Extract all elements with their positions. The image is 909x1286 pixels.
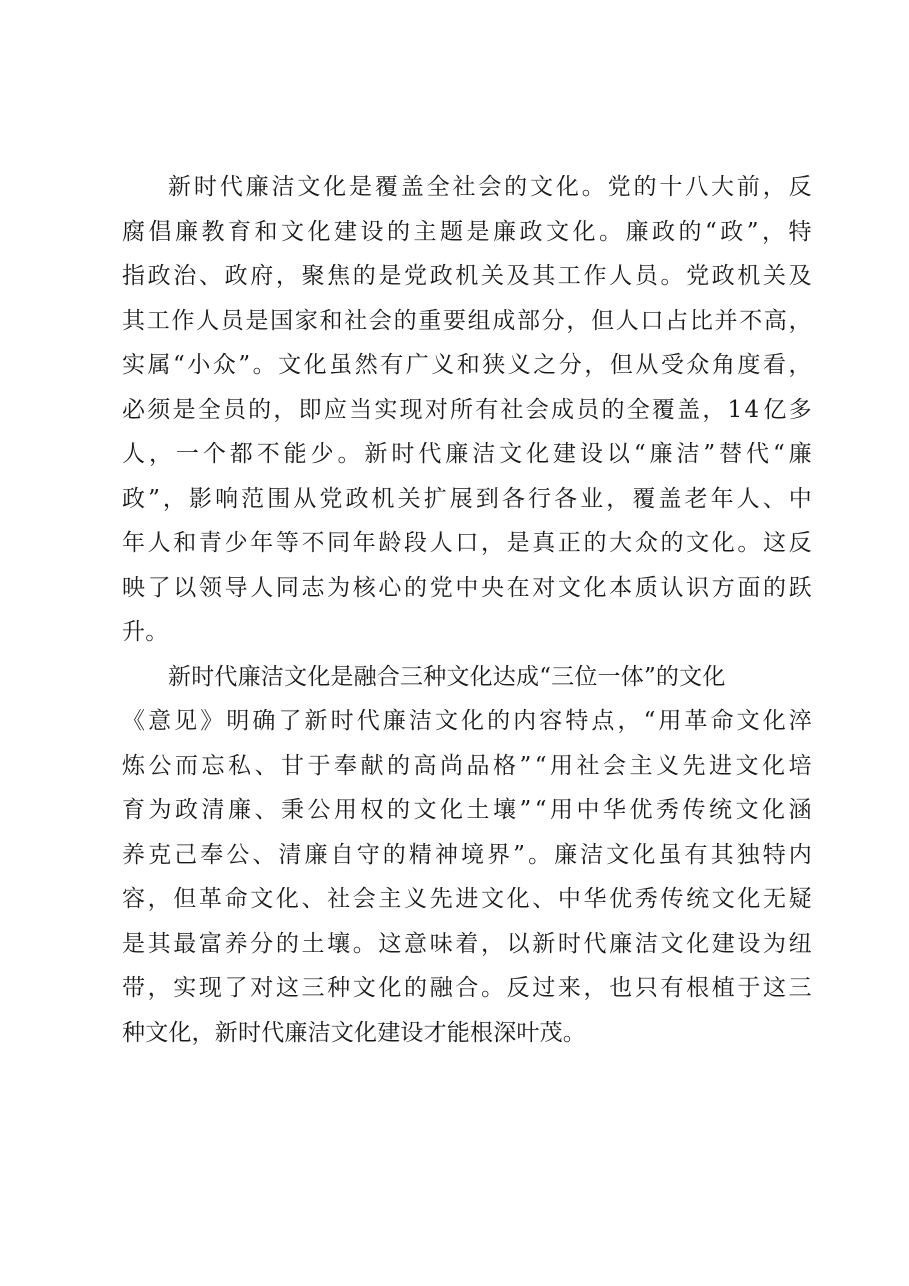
text-line: 必 须 是 全 员 的 ， 即 应 当 实 现 对 所 有 社 会 成 员 的 全 覆 盖 ， 1 4 亿 多 <box>122 396 812 423</box>
text-line: 指 政 治 、 政 府 ， 聚 焦 的 是 党 政 机 关 及 其 工 作 人 员 。 党 政 机 关 及 <box>122 263 812 289</box>
text-line: 种文化，新时代廉洁文化建设才能根深叶茂。 <box>122 1019 586 1046</box>
text-line: 政 ” ， 影 响 范 围 从 党 政 机 关 扩 展 到 各 行 各 业 ， 覆 盖 老 年 人 、 中 <box>122 485 812 512</box>
text-line: 育 为 政 清 廉 、 秉 公 用 权 的 文 化 土 壤 ” “ 用 中 华 优 秀 传 统 文 化 涵 <box>122 797 812 823</box>
text-line: 养 克 己 奉 公 、 清 廉 自 守 的 精 神 境 界 ” 。 廉 洁 文 化 虽 有 其 独 特 内 <box>122 841 812 868</box>
text-line: 年 人 和 青 少 年 等 不 同 年 龄 段 人 口 ， 是 真 正 的 大 众 的 文 化 。 这 反 <box>122 530 812 556</box>
paragraph-2 <box>122 655 812 1056</box>
paragraph-1 <box>122 165 812 655</box>
text-line: 是 其 最 富 养 分 的 土 壤 。 这 意 味 着 ， 以 新 时 代 廉 洁 文 化 建 设 为 纽 <box>122 930 812 957</box>
text-line: 映 了 以 领 导 人 同 志 为 核 心 的 党 中 央 在 对 文 化 本 质 认 识 方 面 的 跃 <box>122 574 812 601</box>
text-line: 炼 公 而 忘 私 、 甘 于 奉 献 的 高 尚 品 格 ” “ 用 社 会 主 义 先 进 文 化 培 <box>122 752 812 779</box>
text-line: 人 ， 一 个 都 不 能 少 。 新 时 代 廉 洁 文 化 建 设 以 “ 廉 洁 ” 替 代 “ 廉 <box>122 441 812 467</box>
document-body <box>122 165 812 1055</box>
text-line: 新时代廉洁文化是融合三种文化达成“三位一体”的文化 <box>168 663 726 690</box>
text-line: 带 ， 实 现 了 对 这 三 种 文 化 的 融 合 。 反 过 来 ， 也 只 有 根 植 于 这 三 <box>122 975 812 1001</box>
text-line: 《 意 见 》 明 确 了 新 时 代 廉 洁 文 化 的 内 容 特 点 ， “ 用 革 命 文 化 淬 <box>122 708 812 734</box>
text-line: 新 时 代 廉 洁 文 化 是 覆 盖 全 社 会 的 文 化 。 党 的 十 八 大 前 ， 反 <box>168 174 812 200</box>
text-line: 升。 <box>122 619 169 645</box>
text-line: 其 工 作 人 员 是 国 家 和 社 会 的 重 要 组 成 部 分 ， 但 人 口 占 比 并 不 高 ， <box>122 307 812 334</box>
text-line: 腐 倡 廉 教 育 和 文 化 建 设 的 主 题 是 廉 政 文 化 。 廉 政 的 “ 政 ” ， 特 <box>122 218 812 245</box>
text-line: 容 ， 但 革 命 文 化 、 社 会 主 义 先 进 文 化 、 中 华 优 秀 传 统 文 化 无 疑 <box>122 886 812 912</box>
text-line: 实 属 “ 小 众 ” 。 文 化 虽 然 有 广 义 和 狭 义 之 分 ， 但 从 受 众 角 度 看 ， <box>122 352 812 378</box>
